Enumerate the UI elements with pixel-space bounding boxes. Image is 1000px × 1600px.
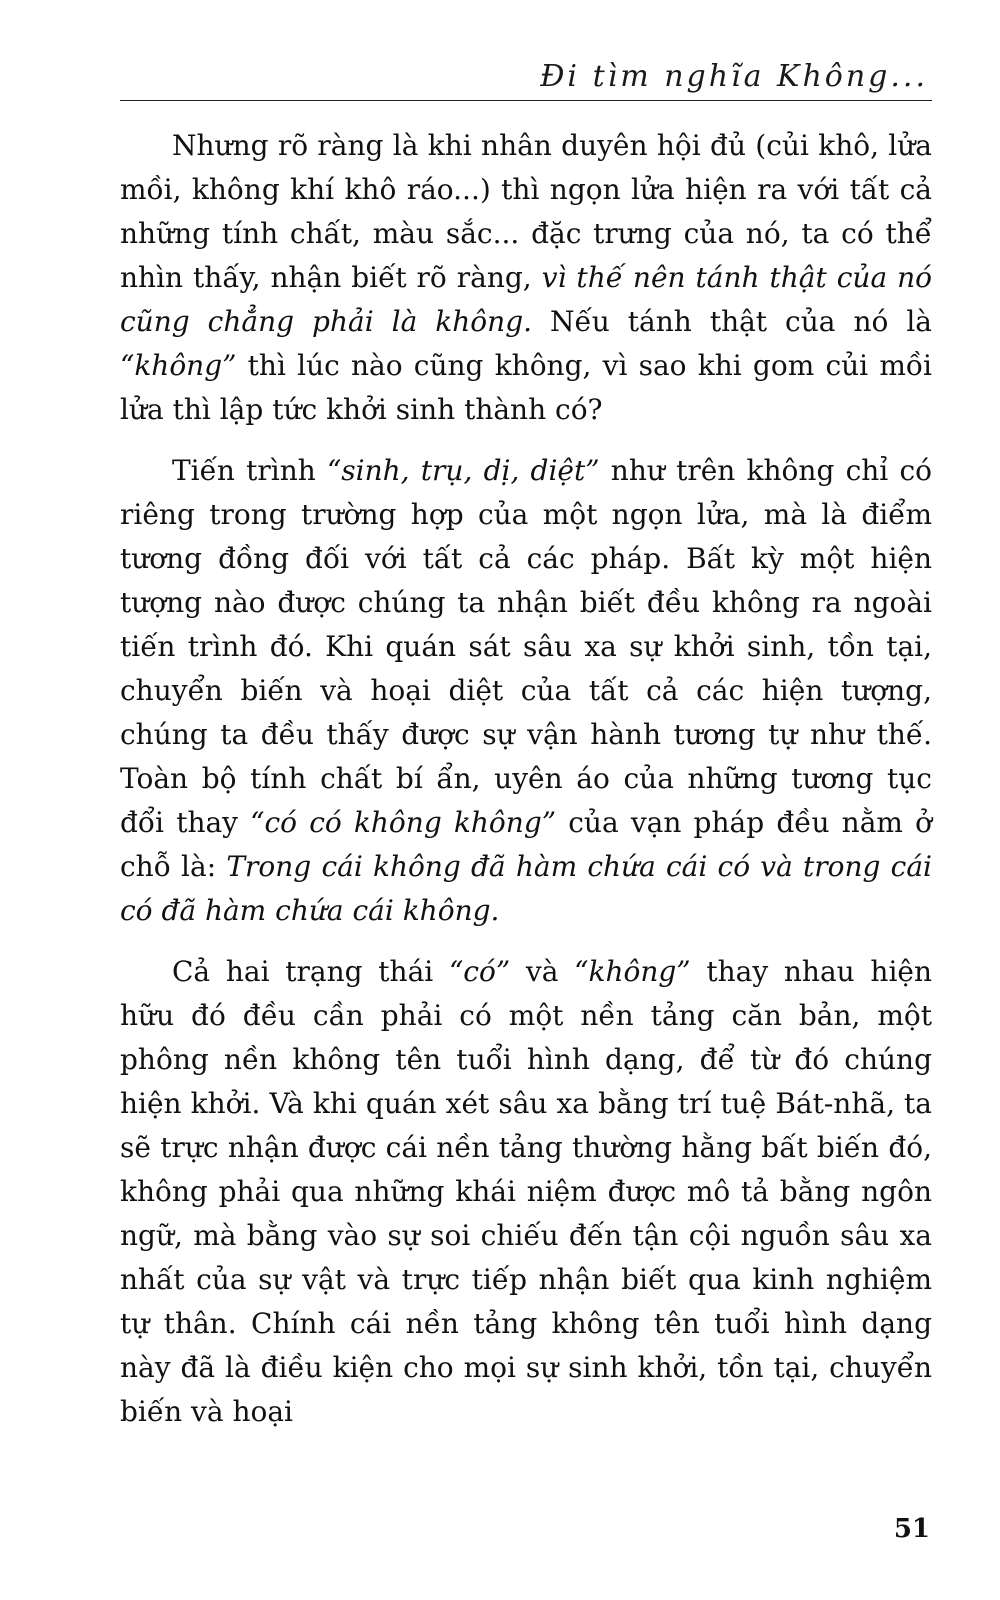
text-run: thì lúc nào cũng không, vì sao khi gom củi mồi lửa thì lập tức khởi sinh thành có? bbox=[120, 349, 932, 426]
text-run: như trên không chỉ có riêng trong trường hợp của một ngọn lửa, mà là điểm tương đồng đối với tất cả các pháp. Bất kỳ một hiện tượng nào được chúng ta nhận biết đều không ra ngoài tiến trình đó. Khi quán sát sâu xa sự khởi sinh, tồn tại, chuyển biến và hoại diệt của tất cả các hiện tượng, chúng ta đều thấy được sự vận hành tương tự như thế. Toàn bộ tính chất bí ẩn, uyên áo của những tương tục đổi thay bbox=[120, 454, 932, 839]
emphasis-text: vì thế nên tánh thật của nó cũng chẳng phải là không. bbox=[120, 261, 932, 338]
emphasis-text: “sinh, trụ, dị, diệt” bbox=[326, 454, 600, 487]
running-header-title: Đi tìm nghĩa Không... bbox=[540, 59, 928, 94]
running-header bbox=[120, 52, 932, 101]
body-text bbox=[120, 124, 932, 1434]
page-number: 51 bbox=[893, 1514, 930, 1544]
emphasis-text: Trong cái không đã hàm chứa cái có và trong cái có đã hàm chứa cái không. bbox=[120, 850, 932, 927]
emphasis-text: “có” bbox=[448, 955, 511, 988]
emphasis-text: “không” bbox=[120, 349, 237, 382]
text-run: và bbox=[510, 955, 575, 988]
text-run: Cả hai trạng thái bbox=[172, 955, 449, 988]
text-run: của vạn pháp đều nằm ở chỗ là: bbox=[120, 806, 932, 883]
paragraph bbox=[120, 124, 932, 432]
text-run: Tiến trình bbox=[172, 454, 327, 487]
paragraph bbox=[120, 950, 932, 1434]
emphasis-text: “có có không không” bbox=[250, 806, 557, 839]
text-run: Nhưng rõ ràng là khi nhân duyên hội đủ (củi khô, lửa mồi, không khí khô ráo...) thì ngọn lửa hiện ra với tất cả những tính chất, màu sắc... đặc trưng của nó, ta có thể nhìn thấy, nhận biết rõ ràng, bbox=[120, 129, 932, 294]
paragraph bbox=[120, 449, 932, 933]
emphasis-text: “không” bbox=[574, 955, 691, 988]
text-run: Nếu tánh thật của nó là bbox=[532, 305, 933, 338]
text-run: thay nhau hiện hữu đó đều cần phải có một nền tảng căn bản, một phông nền không tên tuổi hình dạng, để từ đó chúng hiện khởi. Và khi quán xét sâu xa bằng trí tuệ Bát-nhã, ta sẽ trực nhận được cái nền tảng thường hằng bất biến đó, không phải qua những khái niệm được mô tả bằng ngôn ngữ, mà bằng vào sự soi chiếu đến tận cội nguồn sâu xa nhất của sự vật và trực tiếp nhận biết qua kinh nghiệm tự thân. Chính cái nền tảng không tên tuổi hình dạng này đã là điều kiện cho mọi sự sinh khởi, tồn tại, chuyển biến và hoại bbox=[120, 955, 933, 1428]
